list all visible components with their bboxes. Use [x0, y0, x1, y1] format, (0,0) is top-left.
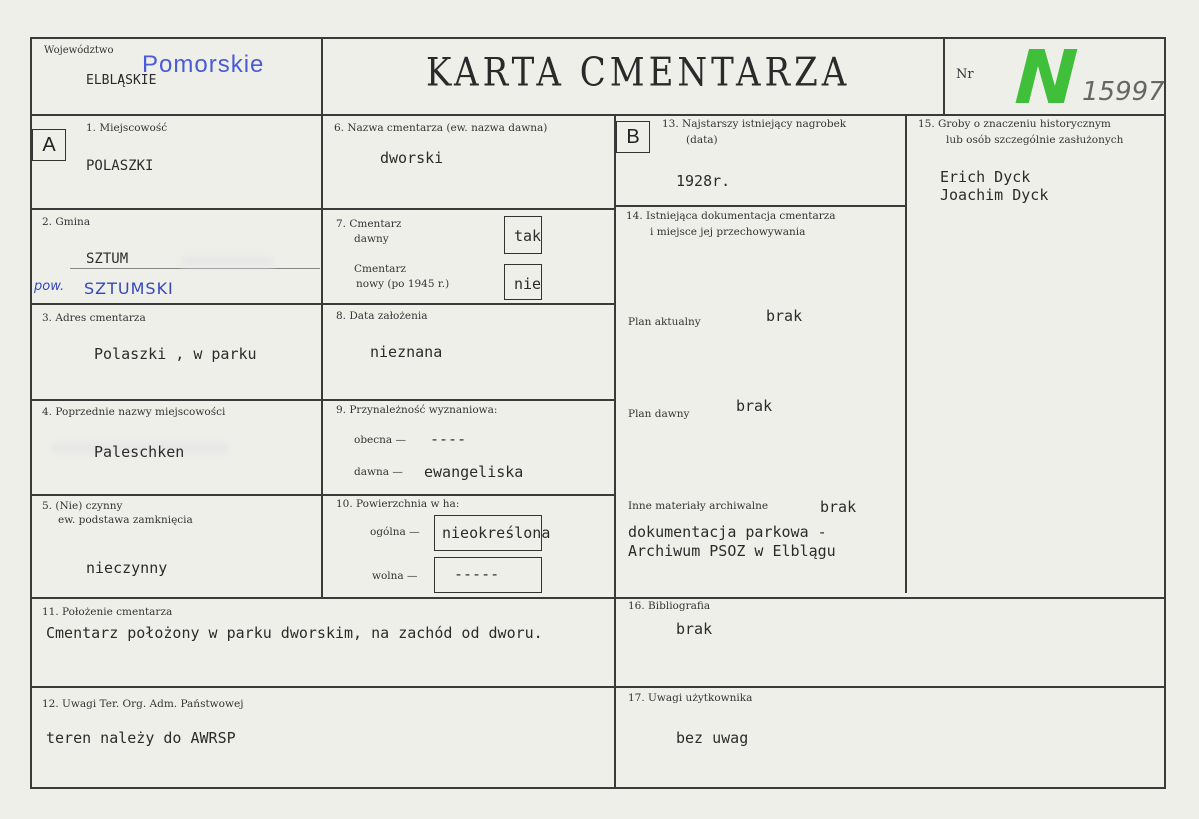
v-mid	[614, 115, 616, 789]
f7-label-1a: 7. Cmentarz	[336, 218, 402, 230]
h-row6-full	[30, 686, 1166, 688]
f6-label: 6. Nazwa cmentarza (ew. nazwa dawna)	[334, 122, 548, 134]
f13-value: 1928r.	[676, 172, 731, 190]
f2-smudge	[180, 255, 275, 267]
f12-value: teren należy do AWRSP	[46, 729, 236, 747]
h-row1-left	[30, 208, 615, 210]
f7-label-2a: Cmentarz	[354, 263, 406, 275]
f14-plan-dawny-value: brak	[736, 397, 773, 415]
f14-doc-line1: dokumentacja parkowa -	[628, 523, 827, 541]
border-top	[30, 37, 1166, 39]
f14-inne-value: brak	[820, 498, 857, 516]
section-a-badge: A	[32, 129, 66, 161]
f11-value: Cmentarz położony w parku dworskim, na zachód od dworu.	[46, 624, 543, 642]
f15-value-1: Erich Dyck	[940, 168, 1031, 186]
f14-plan-dawny-label: Plan dawny	[628, 408, 690, 420]
f2-label: 2. Gmina	[42, 216, 91, 228]
v-right-col	[905, 115, 907, 593]
f9-label: 9. Przynależność wyznaniowa:	[336, 404, 498, 416]
f14-inne-label: Inne materiały archiwalne	[628, 500, 769, 512]
f10-wolna-value: -----	[454, 565, 500, 583]
f7-value-1: tak	[514, 227, 542, 245]
v-header-right	[943, 37, 945, 115]
f11-label: 11. Położenie cmentarza	[42, 606, 173, 618]
f9-obecna-value: ----	[430, 430, 467, 448]
nr-label: Nr	[956, 67, 974, 82]
wojewodztwo-stamp: Pomorskie	[142, 51, 265, 78]
f8-label: 8. Data założenia	[336, 310, 428, 322]
cemetery-card	[30, 37, 1166, 789]
f14-label-2: i miejsce jej przechowywania	[650, 226, 806, 238]
f16-label: 16. Bibliografia	[628, 600, 711, 612]
h-f13-divider	[615, 205, 905, 207]
f3-value: Polaszki , w parku	[94, 345, 257, 363]
f13-label-2: (data)	[686, 134, 718, 146]
f10-wolna-label: wolna —	[372, 570, 418, 582]
f1-value: POLASZKI	[86, 158, 154, 174]
f14-doc-line2: Archiwum PSOZ w Elblągu	[628, 542, 836, 560]
f15-label-1: 15. Groby o znaczeniu historycznym	[918, 118, 1111, 130]
f15-value-2: Joachim Dyck	[940, 186, 1049, 204]
f5-label-1: 5. (Nie) czynny	[42, 500, 123, 512]
h-row2-left	[30, 303, 615, 305]
h-row5-full	[30, 597, 1166, 599]
f12-label: 12. Uwagi Ter. Org. Adm. Państwowej	[42, 698, 244, 710]
h-row4-left	[30, 494, 615, 496]
f9-dawna-label: dawna —	[354, 466, 403, 478]
wojewodztwo-label: Województwo	[44, 45, 114, 56]
f17-label: 17. Uwagi użytkownika	[628, 692, 753, 704]
f16-value: brak	[676, 620, 713, 638]
f7-label-1b: dawny	[354, 233, 389, 245]
f10-ogolna-label: ogólna —	[370, 526, 420, 538]
f8-value: nieznana	[370, 343, 443, 361]
h-row3-left	[30, 399, 615, 401]
f13-label-1: 13. Najstarszy istniejący nagrobek	[662, 118, 847, 130]
f4-label: 4. Poprzednie nazwy miejscowości	[42, 406, 226, 418]
f10-label: 10. Powierzchnia w ha:	[336, 498, 460, 510]
header-divider	[30, 114, 1166, 116]
f17-value: bez uwag	[676, 729, 749, 747]
f5-value: nieczynny	[86, 559, 168, 577]
f6-value: dworski	[380, 149, 444, 167]
border-right	[1164, 37, 1166, 789]
f4-value: Paleschken	[94, 443, 185, 461]
f2-hand-value: SZTUMSKI	[84, 279, 174, 298]
f10-ogolna-value: nieokreślona	[442, 524, 551, 542]
f1-label: 1. Miejscowość	[86, 122, 168, 134]
h-f2-underline	[70, 268, 320, 269]
border-bottom	[30, 787, 1166, 789]
f3-label: 3. Adres cmentarza	[42, 312, 146, 324]
card-title: KARTA CMENTARZA	[426, 50, 851, 96]
f14-plan-aktualny-value: brak	[766, 307, 803, 325]
f9-dawna-value: ewangeliska	[424, 463, 524, 481]
f14-label-1: 14. Istniejąca dokumentacja cmentarza	[626, 210, 836, 222]
f2-value: SZTUM	[86, 251, 129, 267]
section-b-badge: B	[616, 121, 650, 153]
nr-marker-mark: N	[1004, 35, 1088, 121]
wojewodztwo-value: ELBLĄSKIE	[86, 73, 157, 88]
v-left-col	[321, 37, 323, 597]
f14-plan-aktualny-label: Plan aktualny	[628, 316, 701, 328]
f9-obecna-label: obecna —	[354, 434, 406, 446]
f15-label-2: lub osób szczególnie zasłużonych	[946, 134, 1124, 146]
f5-label-2: ew. podstawa zamknięcia	[58, 514, 193, 526]
nr-value: 15997	[1082, 77, 1165, 107]
f2-hand-prefix: pow.	[34, 279, 65, 294]
f7-value-2: nie	[514, 275, 542, 293]
f7-label-2b: nowy (po 1945 r.)	[356, 278, 450, 290]
